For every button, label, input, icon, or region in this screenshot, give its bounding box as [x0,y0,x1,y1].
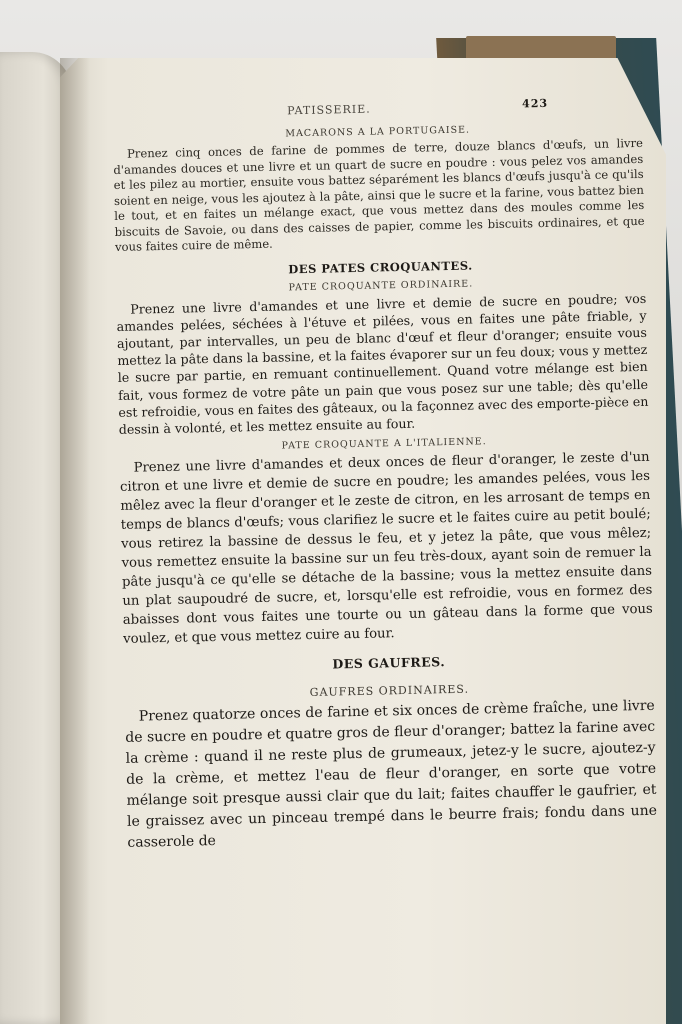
running-title: PATISSERIE. [287,102,371,118]
paragraph-macarons: Prenez cinq onces de farine de pommes de terre, douze blancs d'œufs, un livre d'amandes douces et une livre et un quart de sucre en poudre : vous pelez vos amandes et les pilez au mortier, ensuite vous battez séparément les blancs d'œufs jusqu'à ce qu'ils soient en neige, vous les ajoutez à la pâte, ainsi que le sucre et la farine, vous battez bien le tout, et en faites un mélange exact, que vous mettez dans des moules comme les biscuits de Savoie, ou dans des caisses de papier, comme les biscuits ordinaires, et que vous faites cuire de même. [113,135,645,254]
page-number: 423 [521,96,549,111]
section-heading-ordinaire: PATE CROQUANTE ORDINAIRE. [288,277,474,293]
section-heading-croquantes: DES PATES CROQUANTES. [288,257,473,276]
section-heading-italienne: PATE CROQUANTE A L'ITALIENNE. [281,436,487,452]
section-heading-macarons: MACARONS A LA PORTUGAISE. [285,124,471,140]
section-heading-gaufres-ordinaires: GAUFRES ORDINAIRES. [309,682,470,700]
paragraph-ordinaire: Prenez une livre d'amandes et une livre et demie de sucre en poudre; vos amandes pelées, séchées à l'étuve et pilées, vous en faites une pâte friable, y ajoutant, par intervalles, un peu de blanc d'œuf et fleur d'oranger; ensuite vous mettez la pâte dans la bassine, et la faites évaporer sur un feu doux; vous y mettez le sucre par partie, en remuant continuellement. Quand votre mélange est bien fait, vous formez de votre pâte un pain que vous posez sur une table; dès qu'elle est refroidie, vous en faites des gâteaux, ou la façonnez avec des emporte-pièce en dessin à volonté, et les mettez ensuite au four. [116,290,649,437]
page-text-block [112,93,658,854]
paragraph-italienne: Prenez une livre d'amandes et deux onces de fleur d'oranger, le zeste d'un citron et une livre et demie de sucre en poudre; les amandes pelées, vous les mêlez avec la fleur d'oranger et le zeste de citron, en les arrosant de temps en temps de blancs d'œufs; vous clarifiez le sucre et le faites cuire au petit boulé; vous retirez la bassine de dessus le feu, et y jetez la pâte, que vous mêlez; vous remettez ensuite la bassine sur un feu très-doux, ayant soin de remuer la pâte jusqu'à ce qu'elle se détache de la bassine; vous la mettez ensuite dans un plat saupoudré de sucre, et, lorsqu'elle est refroidie, vous en formez des abaisses dont vous faites une tourte ou un gâteau dans la forme que vous voulez, et que vous mettez cuire au four. [119,449,653,648]
paragraph-gaufres: Prenez quatorze onces de farine et six onces de crème fraîche, une livre de sucre en poudre et quatre gros de fleur d'oranger; battez la farine avec la crème : quand il ne reste plus de grumeaux, jetez-y le sucre, ajoutez-y de la crème, et mettez l'eau de fleur d'oranger, en sorte que votre mélange soit presque aussi clair que du lait; faites chauffer le gaufrier, et le graissez avec un pinceau trempé dans le beurre frais; fondu dans une casserole de [125,697,658,851]
page-gutter-shadow [60,58,90,1024]
section-heading-gaufres: DES GAUFRES. [332,654,446,672]
